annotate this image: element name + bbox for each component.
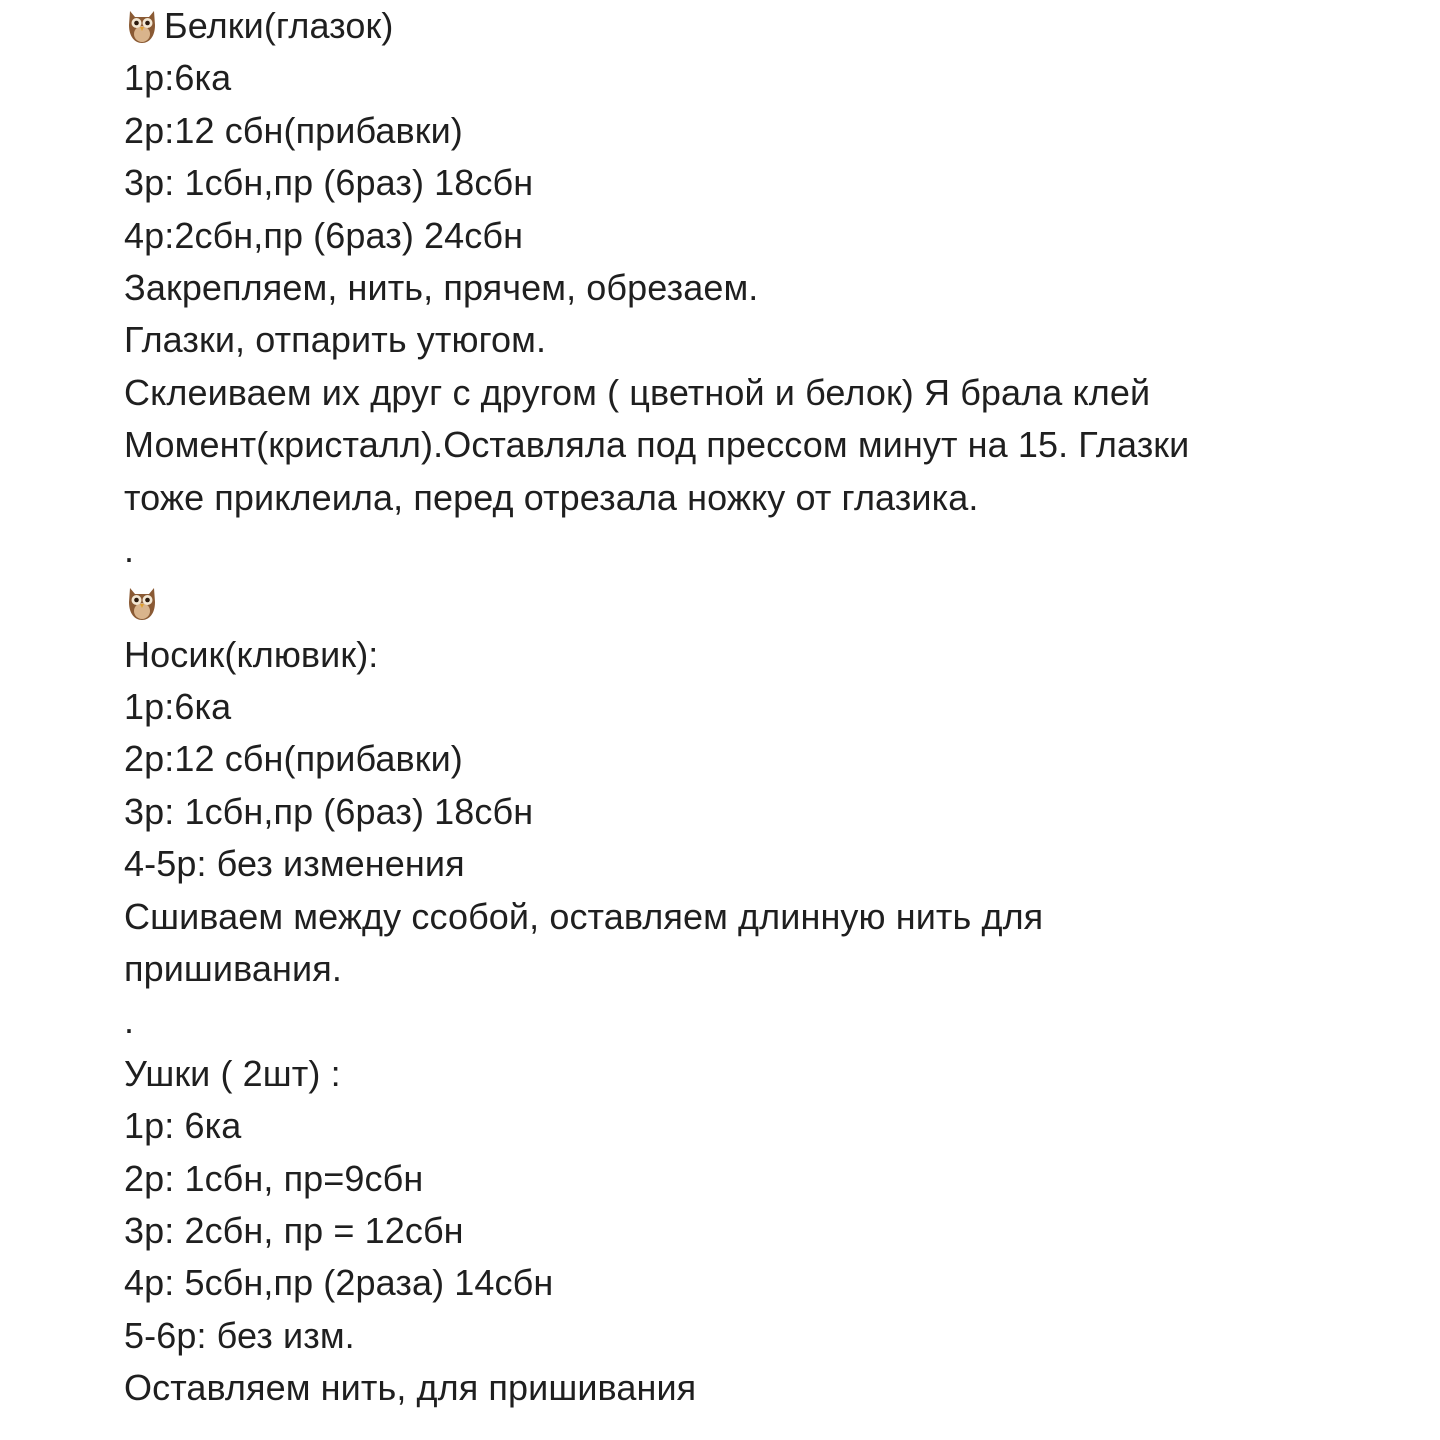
owl-emoji-icon (124, 582, 160, 622)
note-text (124, 0, 1414, 1415)
text-line: 3р: 1сбн,пр (6раз) 18сбн (124, 162, 534, 204)
text-line: 3р: 2сбн, пр = 12сбн (124, 1209, 464, 1251)
text-line: 2р:12 сбн(прибавки) (124, 109, 463, 151)
text-line: 1р:6ка (124, 57, 232, 99)
owl-emoji-icon (124, 5, 160, 45)
text-line: 1р:6ка (124, 686, 232, 728)
text-line: Момент(кристалл).Оставляла под прессом минут на 15. Глазки (124, 424, 1190, 466)
text-line: 4р:2сбн,пр (6раз) 24сбн (124, 214, 524, 256)
text-line: 4-5р: без изменения (124, 843, 465, 885)
text-line: 2р:12 сбн(прибавки) (124, 738, 463, 780)
text-line: Закрепляем, нить, прячем, обрезаем. (124, 266, 759, 308)
text-line: тоже приклеила, перед отрезала ножку от глазика. (124, 476, 979, 518)
text-line: 5-6р: без изм. (124, 1314, 355, 1356)
text-line: 3р: 1сбн,пр (6раз) 18сбн (124, 790, 534, 832)
text-line: Склеиваем их друг с другом ( цветной и белок) Я брала клей (124, 371, 1151, 413)
separator-dot: . (124, 528, 135, 570)
owl-emoji-line (124, 576, 1414, 628)
text-line: Оставляем нить, для пришивания (124, 1367, 697, 1409)
text-line: 2р: 1сбн, пр=9сбн (124, 1157, 424, 1199)
text-line: 1р: 6ка (124, 1105, 242, 1147)
text-line: Сшиваем между ссобой, оставляем длинную нить для (124, 895, 1044, 937)
section-title-beak: Носик(клювик): (124, 633, 379, 675)
text-line: пришивания. (124, 948, 342, 990)
separator-dot: . (124, 1000, 135, 1042)
text-line: 4р: 5сбн,пр (2раза) 14сбн (124, 1262, 554, 1304)
section-title-ears: Ушки ( 2шт) : (124, 1052, 341, 1094)
text-line: Глазки, отпарить утюгом. (124, 319, 547, 361)
section-title-whites: Белки(глазок) (124, 0, 1414, 52)
